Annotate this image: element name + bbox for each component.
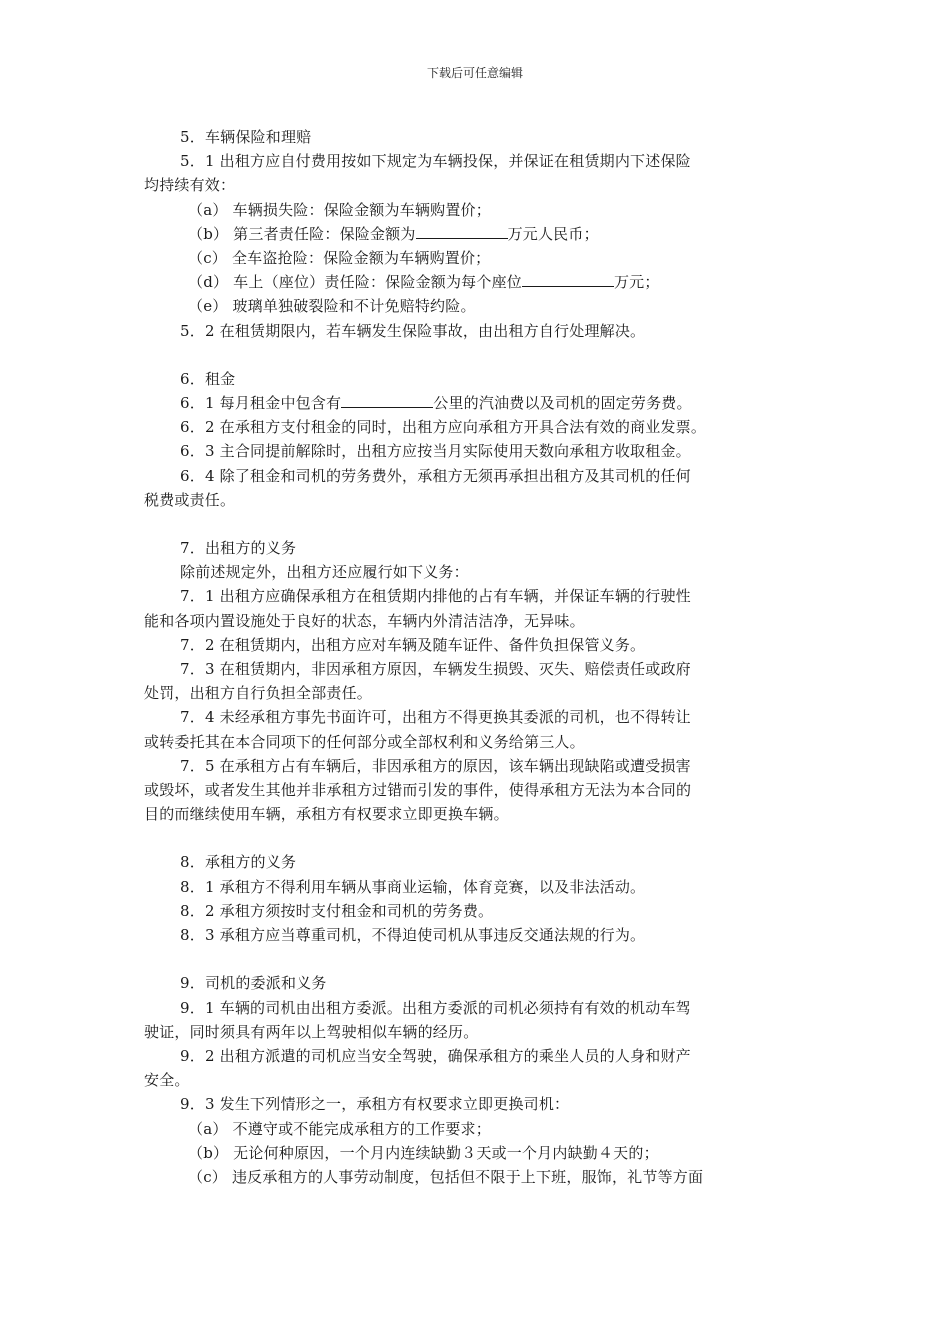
line-text: 9．司机的委派和义务 (180, 974, 327, 993)
list-item (144, 1141, 808, 1165)
line-text: 8．2 承租方须按时支付租金和司机的劳务费。 (180, 901, 494, 920)
line-text: 目的而继续使用车辆，承租方有权要求立即更换车辆。 (144, 805, 509, 824)
paragraph-line (144, 705, 808, 729)
paragraph-line (144, 439, 808, 463)
paragraph-line (144, 149, 808, 173)
fill-in-blank[interactable] (522, 271, 614, 287)
paragraph-line (144, 923, 808, 947)
paragraph-line (144, 391, 808, 415)
line-text: 9．1 车辆的司机由出租方委派。出租方委派的司机必须持有有效的机动车驾 (180, 998, 691, 1017)
paragraph-line (144, 1020, 808, 1044)
section-heading (144, 971, 808, 995)
line-text: 7．3 在租赁期内，非因承租方原因，车辆发生损毁、灭失、赔偿责任或政府 (180, 660, 691, 679)
line-text: （a） 车辆损失险：保险金额为车辆购置价； (188, 200, 491, 219)
paragraph-line (144, 730, 808, 754)
line-text: 9．2 出租方派遣的司机应当安全驾驶，确保承租方的乘坐人员的人身和财产 (180, 1046, 691, 1065)
paragraph-line (144, 778, 808, 802)
line-text: 或转委托其在本合同项下的任何部分或全部权利和义务给第三人。 (144, 732, 585, 751)
paragraph-line (144, 754, 808, 778)
clause-section (144, 367, 808, 512)
paragraph-line (144, 1044, 808, 1068)
page-header: 下载后可任意编辑 (426, 66, 523, 80)
paragraph-line (144, 657, 808, 681)
line-text: 6．2 在承租方支付租金的同时，出租方应向承租方开具合法有效的商业发票。 (180, 418, 707, 437)
line-text: 7．出租方的义务 (180, 539, 297, 558)
line-text: 能和各项内置设施处于良好的状态，车辆内外清洁洁净，无异味。 (144, 611, 585, 630)
section-gap (144, 343, 808, 367)
paragraph-line (144, 1068, 808, 1092)
line-text: （c） 全车盗抢险：保险金额为车辆购置价； (188, 249, 491, 268)
list-item (144, 198, 808, 222)
line-text-after-blank: 万元； (613, 273, 660, 292)
list-item (144, 270, 808, 294)
line-text: 7．2 在租赁期内，出租方应对车辆及随车证件、备件负担保管义务。 (180, 635, 646, 654)
line-text: 9．3 发生下列情形之一，承租方有权要求立即更换司机： (180, 1095, 570, 1114)
line-text-after-blank: 公里的汽油费以及司机的固定劳务费。 (433, 394, 692, 413)
paragraph-line (144, 996, 808, 1020)
line-text: 驶证，同时须具有两年以上驾驶相似车辆的经历。 (144, 1022, 479, 1041)
section-heading (144, 125, 808, 149)
line-text: 均持续有效： (144, 176, 236, 195)
clause-section (144, 125, 808, 343)
line-text: 安全。 (144, 1071, 190, 1090)
line-text: 5．2 在租赁期限内，若车辆发生保险事故，由出租方自行处理解决。 (180, 321, 646, 340)
section-heading (144, 536, 808, 560)
line-text: （b） 无论何种原因，一个月内连续缺勤３天或一个月内缺勤４天的； (188, 1143, 659, 1162)
section-gap (144, 512, 808, 536)
list-item (144, 1117, 808, 1141)
line-text: 税费或责任。 (144, 490, 236, 509)
line-text: 处罚，出租方自行负担全部责任。 (144, 684, 373, 703)
line-text: 6．1 每月租金中包含有 (180, 394, 342, 413)
paragraph-line (144, 681, 808, 705)
fill-in-blank[interactable] (416, 223, 508, 239)
line-text: （c） 违反承租方的人事劳动制度，包括但不限于上下班，服饰，礼节等方面 (188, 1167, 704, 1186)
list-item (144, 246, 808, 270)
paragraph-line (144, 633, 808, 657)
document-body (144, 125, 808, 1189)
paragraph-line (144, 802, 808, 826)
line-text: （b） 第三者责任险：保险金额为 (188, 224, 416, 243)
paragraph-line (144, 464, 808, 488)
clause-section (144, 971, 808, 1189)
line-text: （a） 不遵守或不能完成承租方的工作要求； (188, 1119, 491, 1138)
section-gap (144, 947, 808, 971)
paragraph-line (144, 875, 808, 899)
line-text: 7．5 在承租方占有车辆后，非因承租方的原因，该车辆出现缺陷或遭受损害 (180, 756, 691, 775)
line-text: 7．4 未经承租方事先书面许可，出租方不得更换其委派的司机，也不得转让 (180, 708, 691, 727)
line-text: 5．车辆保险和理赔 (180, 128, 312, 146)
line-text: （e） 玻璃单独破裂险和不计免赔特约险。 (188, 297, 476, 316)
list-item (144, 222, 808, 246)
paragraph-line (144, 584, 808, 608)
list-item (144, 294, 808, 318)
paragraph-line (144, 415, 808, 439)
line-text: 或毁坏，或者发生其他并非承租方过错而引发的事件，使得承租方无法为本合同的 (144, 781, 692, 800)
fill-in-blank[interactable] (341, 392, 433, 408)
line-text-after-blank: 万元人民币； (507, 224, 599, 243)
paragraph-line (144, 609, 808, 633)
paragraph-line (144, 899, 808, 923)
line-text: 6．3 主合同提前解除时，出租方应按当月实际使用天数向承租方收取租金。 (180, 442, 691, 461)
section-gap (144, 826, 808, 850)
paragraph-line (144, 560, 808, 584)
line-text: 除前述规定外，出租方还应履行如下义务： (180, 563, 469, 582)
section-heading (144, 367, 808, 391)
line-text: （d） 车上（座位）责任险：保险金额为每个座位 (188, 273, 522, 292)
list-item (144, 1165, 808, 1189)
line-text: 7．1 出租方应确保承租方在租赁期内排他的占有车辆，并保证车辆的行驶性 (180, 587, 691, 606)
section-heading (144, 850, 808, 874)
paragraph-line (144, 173, 808, 197)
paragraph-line (144, 488, 808, 512)
line-text: 8．承租方的义务 (180, 853, 297, 872)
paragraph-line (144, 319, 808, 343)
line-text: 6．4 除了租金和司机的劳务费外，承租方无须再承担出租方及其司机的任何 (180, 466, 691, 485)
paragraph-line (144, 1092, 808, 1116)
line-text: 8．3 承租方应当尊重司机，不得迫使司机从事违反交通法规的行为。 (180, 926, 646, 945)
clause-section (144, 536, 808, 826)
line-text: 5．1 出租方应自付费用按如下规定为车辆投保，并保证在租赁期内下述保险 (180, 152, 691, 171)
line-text: 8．1 承租方不得利用车辆从事商业运输，体育竞赛，以及非法活动。 (180, 877, 646, 896)
line-text: 6．租金 (180, 369, 236, 388)
clause-section (144, 850, 808, 947)
